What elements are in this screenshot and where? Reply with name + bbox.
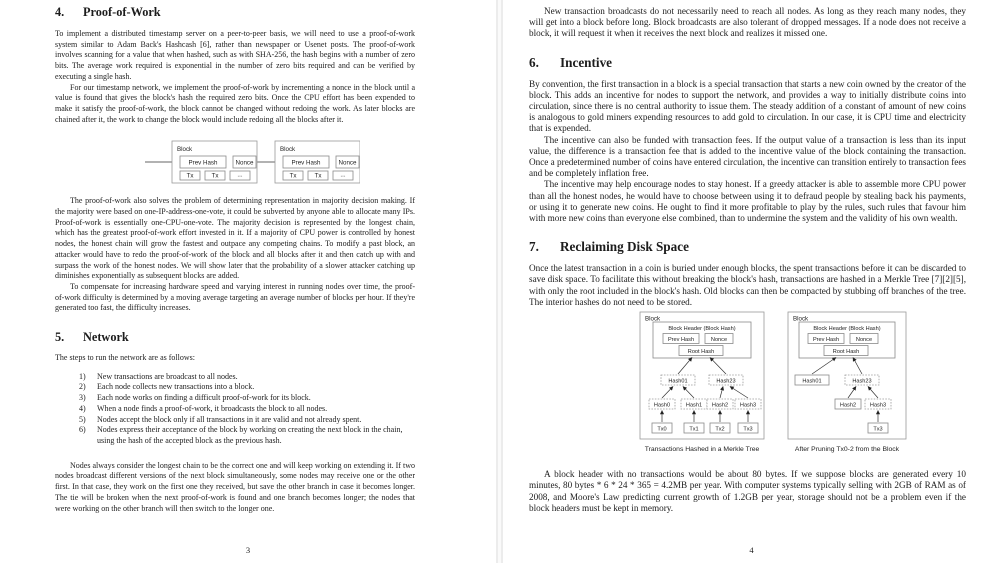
prev-hash-label: Prev Hash <box>291 159 321 167</box>
list-item <box>55 382 415 393</box>
paragraph-pow-2: For our timestamp network, we implement the proof-of-work by incrementing a nonce in the block until a value is found that gives the block's hash the required zero bits. Once the CPU effort has been expended to make it satisfy the proof-of-work, the block cannot be changed without redoing the work. As later blocks are chained after it, the work to change the block would include redoing all the blocks after it. <box>55 82 415 124</box>
tx3-label: Tx3 <box>743 426 753 433</box>
paragraph-disk-2: A block header with no transactions would be about 80 bytes. If we suppose blocks are generated every 10 minutes, 80 bytes * 6 * 24 * 365 = 4.2MB per year. With computer systems typically selling with 2GB of RAM as of 2008, and Moore's Law predicting current growth of 1.2GB per year, storage should not be a problem even if the block headers must be kept in memory. <box>529 469 966 513</box>
section-number: 5. <box>55 330 65 345</box>
list-text: Each node works on finding a difficult proof-of-work for its block. <box>97 393 311 403</box>
figure-merkle-pruned <box>787 311 907 455</box>
section-heading-disk-space <box>529 240 966 254</box>
block-chain-diagram <box>145 137 360 187</box>
tx3-label: Tx3 <box>873 426 883 433</box>
paragraph-pow-1: To implement a distributed timestamp server on a peer-to-peer basis, we will need to use a proof-of-work system similar to Adam Back's Hashcash [6], rather than newspaper or Usenet posts. The proof-of-work involves scanning for a value that when hashed, such as with SHA-256, the hash begins with a number of zero bits. The average work required is exponential in the number of zero bits required and can be verified by executing a single hash. <box>55 29 415 81</box>
paragraph-incentive-2: The incentive can also be funded with transaction fees. If the output value of a transaction is less than its input value, the difference is a transaction fee that is added to the incentive value of the block containing the transaction. Once a predetermined number of coins have entered circulation, the incentive can transition entirely to transaction fees and be completely inflation free. <box>529 134 966 179</box>
paragraph-broadcasts: New transaction broadcasts do not necessarily need to reach all nodes. As long as they reach many nodes, they will get into a block before long. Block broadcasts are also tolerant of dropped messages. If a node does not receive a block, it will request it when it receives the next block and realizes it missed one. <box>529 6 966 39</box>
tx-label: Tx <box>314 172 322 180</box>
tx-label: Tx <box>289 172 297 180</box>
section-title: Proof-of-Work <box>83 5 161 19</box>
root-hash-label: Root Hash <box>832 348 860 355</box>
page-4 <box>503 0 1000 563</box>
hash23-label: Hash23 <box>716 378 736 385</box>
paragraph-network-2: Nodes always consider the longest chain to be the correct one and will keep working on extending it. If two nodes broadcast different versions of the next block simultaneously, some nodes may receive one or the other first. In that case, they work on the first one they received, but save the other branch in case it becomes longer. The tie will be broken when the next proof-of-work is found and one branch becomes longer; the nodes that were working on the other branch will then switch to the longer one. <box>55 460 415 513</box>
tx2-label: Tx2 <box>715 426 725 433</box>
page-number: 4 <box>749 544 754 555</box>
network-steps-list <box>55 372 415 447</box>
section-heading-proof-of-work <box>55 5 415 19</box>
tx0-label: Tx0 <box>657 426 667 433</box>
list-item <box>55 372 415 383</box>
list-item <box>55 425 415 446</box>
list-marker: 3) <box>79 393 86 403</box>
block-node-1 <box>172 141 257 183</box>
section-heading-incentive <box>529 56 966 70</box>
paragraph-pow-3: The proof-of-work also solves the problem of determining representation in majority decision making. If the majority were based on one-IP-address-one-vote, it could be subverted by anyone able to allocate many IPs. Proof-of-work is essentially one-CPU-one-vote. The majority decision is represented by the longest chain, which has the greatest proof-of-work effort invested in it. If a majority of CPU power is controlled by honest nodes, the honest chain will grow the fastest and outpace any competing chains. To modify a past block, an attacker would have to redo the proof-of-work of the block and all blocks after it and then catch up with and surpass the work of the honest nodes. We will show later that the probability of a slower attacker catching up diminishes exponentially as subsequent blocks are added. <box>55 196 415 281</box>
block-label: Block <box>793 315 809 323</box>
section-number: 4. <box>55 5 65 19</box>
tx-label: Tx <box>211 172 219 180</box>
section-title: Incentive <box>560 54 613 70</box>
figure-block-chain <box>145 137 415 187</box>
list-marker: 4) <box>79 403 86 413</box>
page-number: 3 <box>245 545 251 556</box>
prev-hash-label: Prev Hash <box>188 159 218 167</box>
nonce-label: Nonce <box>710 336 728 343</box>
nonce-label: Nonce <box>338 159 357 167</box>
section-number: 6. <box>529 54 539 70</box>
hash3-label: Hash3 <box>869 402 887 409</box>
paragraph-disk-1: Once the latest transaction in a coin is buried under enough blocks, the spent transactions before it can be discarded to save disk space. To facilitate this without breaking the block's hash, transactions are hashed in a Merkle Tree [7][2][5], with only the root included in the block's hash. Old blocks can then be compacted by stubbing off branches of the tree. The interior hashes do not need to be stored. <box>529 263 966 307</box>
list-marker: 1) <box>79 371 86 381</box>
list-text: Nodes accept the block only if all transactions in it are valid and not already spent. <box>97 414 362 424</box>
hash2-label: Hash2 <box>711 402 729 409</box>
block-label: Block <box>645 315 661 323</box>
block-header-label: Block Header (Block Hash) <box>813 326 881 333</box>
nonce-label: Nonce <box>235 159 254 167</box>
list-item <box>55 393 415 404</box>
paragraph-pow-4: To compensate for increasing hardware speed and varying interest in running nodes over time, the proof-of-work difficulty is determined by a moving average targeting an average number of blocks per hour. If they're generated too fast, the difficulty increases. <box>55 281 415 313</box>
prev-hash-label: Prev Hash <box>667 336 695 343</box>
block-label: Block <box>177 146 193 154</box>
section-title: Reclaiming Disk Space <box>560 239 689 255</box>
list-item <box>55 404 415 415</box>
paragraph-incentive-3: The incentive may help encourage nodes to stay honest. If a greedy attacker is able to assemble more CPU power than all the honest nodes, he would have to choose between using it to defraud people by stealing back his payments, or using it to generate new coins. He ought to find it more profitable to play by the rules, such rules that favour him with more new coins than everyone else combined, than to undermine the system and the validity of his own wealth. <box>529 179 966 224</box>
merkle-tree-diagram <box>639 311 765 441</box>
merkle-pruned-diagram <box>787 311 907 441</box>
hash1-label: Hash1 <box>685 402 703 409</box>
block-header-label: Block Header (Block Hash) <box>668 326 736 333</box>
prev-hash-label: Prev Hash <box>812 336 840 343</box>
list-item <box>55 415 415 426</box>
list-marker: 6) <box>79 425 86 435</box>
ellipsis-label: ... <box>237 171 243 179</box>
hash01-label: Hash01 <box>668 378 688 385</box>
list-marker: 2) <box>79 382 86 392</box>
page-3 <box>0 0 496 563</box>
list-text: When a node finds a proof-of-work, it broadcasts the block to all nodes. <box>97 403 328 413</box>
block-node-2 <box>275 141 360 183</box>
page-gutter <box>496 0 503 563</box>
paragraph-network-intro: The steps to run the network are as follows: <box>55 353 195 363</box>
paragraph-incentive-1: By convention, the first transaction in a block is a special transaction that starts a new coin owned by the creator of the block. This adds an incentive for nodes to support the network, and provides a way to initially distribute coins into circulation, since there is no central authority to issue them. The steady addition of a constant of amount of new coins is analogous to gold miners expending resources to add gold to circulation. In our case, it is CPU time and electricity that is expended. <box>529 78 966 134</box>
section-title: Network <box>83 330 129 345</box>
list-text: New transactions are broadcast to all nodes. <box>97 371 238 381</box>
hash23-label: Hash23 <box>852 378 872 385</box>
hash01-label: Hash01 <box>802 378 822 385</box>
tx1-label: Tx1 <box>689 426 699 433</box>
root-hash-label: Root Hash <box>687 348 715 355</box>
block-label: Block <box>280 146 296 154</box>
hash2-label: Hash2 <box>839 402 857 409</box>
list-text: Nodes express their acceptance of the block by working on creating the next block in the chain, using the hash of the accepted block as the previous hash. <box>97 425 403 445</box>
section-number: 7. <box>529 239 539 255</box>
hash3-label: Hash3 <box>739 402 757 409</box>
hash0-label: Hash0 <box>653 402 671 409</box>
tx-label: Tx <box>186 172 194 180</box>
ellipsis-label: ... <box>340 171 346 179</box>
list-marker: 5) <box>79 414 86 424</box>
section-heading-network <box>55 330 415 344</box>
list-text: Each node collects new transactions into a block. <box>97 382 255 392</box>
figure-merkle-tree <box>639 311 765 455</box>
figure-caption: After Pruning Tx0-2 from the Block <box>794 446 900 454</box>
merkle-figures-row <box>639 311 966 455</box>
figure-caption: Transactions Hashed in a Merkle Tree <box>644 446 760 454</box>
nonce-label: Nonce <box>855 336 873 343</box>
